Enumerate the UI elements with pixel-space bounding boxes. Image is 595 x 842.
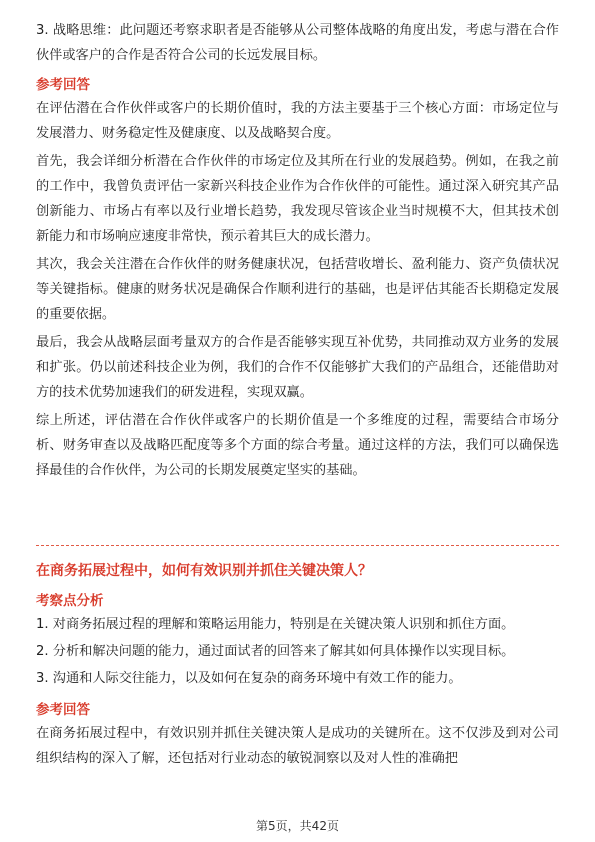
section-divider (36, 545, 559, 546)
analysis-label: 考察点分析 (36, 593, 104, 609)
point-3-strategic-thinking: 3. 战略思维：此问题还考察求职者是否能够从公司整体战略的角度出发，考虑与潜在合作伙伴或客户的合作是否符合公司的长远发展目标。 (36, 23, 559, 63)
upper-content (36, 18, 559, 486)
answer-paragraph-second: 其次，我会关注潜在合作伙伴的财务健康状况，包括营收增长、盈利能力、资产负债状况等关键指标。健康的财务状况是确保合作顺利进行的基础，也是评估其能否长期稳定发展的重要依据。 (36, 257, 559, 322)
analysis-item: 1. 对商务拓展过程的理解和策略运用能力，特别是在关键决策人识别和抓住方面。 (36, 617, 515, 632)
reference-answer-label: 参考回答 (36, 77, 90, 93)
question-title: 在商务拓展过程中，如何有效识别并抓住关键决策人？ (36, 563, 372, 579)
analysis-item: 3. 沟通和人际交往能力，以及如何在复杂的商务环境中有效工作的能力。 (36, 671, 462, 686)
page-number: 第5页，共42页 (256, 819, 339, 833)
question-block (36, 560, 559, 774)
answer-paragraph-decision-maker: 在商务拓展过程中，有效识别并抓住关键决策人是成功的关键所在。这不仅涉及到对公司组织结构的深入了解，还包括对行业动态的敏锐洞察以及对人性的准确把 (36, 726, 559, 766)
analysis-item: 2. 分析和解决问题的能力，通过面试者的回答来了解其如何具体操作以实现目标。 (36, 644, 515, 659)
answer-paragraph-first: 首先，我会详细分析潜在合作伙伴的市场定位及其所在行业的发展趋势。例如，在我之前的工作中，我曾负责评估一家新兴科技企业作为合作伙伴的可能性。通过深入研究其产品创新能力、市场占有率以及行业增长趋势，我发现尽管该企业当时规模不大，但其技术创新能力和市场响应速度非常快，预示着其巨大的成长潜力。 (36, 154, 559, 244)
answer-paragraph-last: 最后，我会从战略层面考量双方的合作是否能够实现互补优势，共同推动双方业务的发展和扩张。仍以前述科技企业为例，我们的合作不仅能够扩大我们的产品组合，还能借助对方的技术优势加速我们的研发进程，实现双赢。 (36, 335, 559, 400)
answer-paragraph-summary: 综上所述，评估潜在合作伙伴或客户的长期价值是一个多维度的过程，需要结合市场分析、财务审查以及战略匹配度等多个方面的综合考量。通过这样的方法，我们可以确保选择最佳的合作伙伴，为公司的长期发展奠定坚实的基础。 (36, 413, 559, 478)
reference-answer-label-2: 参考回答 (36, 702, 90, 718)
answer-paragraph-intro: 在评估潜在合作伙伴或客户的长期价值时，我的方法主要基于三个核心方面：市场定位与发展潜力、财务稳定性及健康度、以及战略契合度。 (36, 101, 559, 141)
